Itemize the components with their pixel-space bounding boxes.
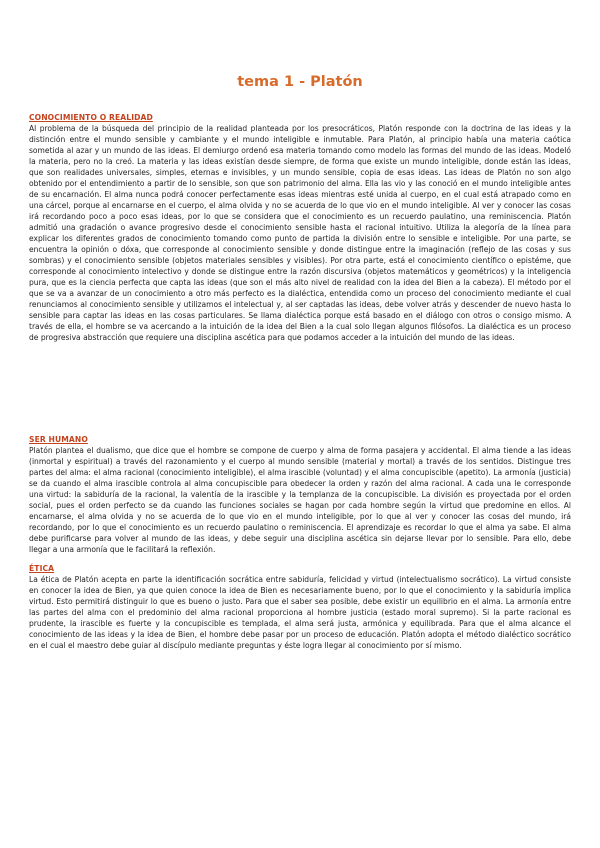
section-body: La ética de Platón acepta en parte la identificación socrática entre sabiduría, felicidad y virtud (intelectualismo socrático). La virtud consiste en conocer la idea de Bien, ya que quien conoce la idea de Bien es necesariamente bueno, por lo que el conocimiento y la sabiduría implica virtud. Esto permitirá distinguir lo que es bueno o justo. Para que el saber sea posible, debe existir un equilibrio en el alma. La armonía entre las partes del alma con el predominio del alma racional proporciona al hombre justicia (estado moral supremo). Si la parte racional es prudente, la irascible es fuerte y la concupiscible es templada, el alma será justa, armónica y equilibrada. Para que el alma alcance el conocimiento de las ideas y la idea de Bien, el hombre debe pasar por un proceso de educación. Platón adopta el método dialéctico socrático en el cual el maestro debe guiar al discípulo mediante preguntas y éste logra llegar al conocimiento por sí mismo.: [29, 575, 571, 650]
document-title: tema 1 - Platón: [237, 74, 363, 90]
section-conocimiento-o-realidad: [29, 112, 571, 343]
section-etica: [29, 563, 571, 651]
section-body: Platón plantea el dualismo, que dice que el hombre se compone de cuerpo y alma de forma pasajera y accidental. El alma tiende a las ideas (inmortal y espiritual) a través del razonamiento y el cuerpo al mundo sensible (material y mortal) a través de los sentidos. Distingue tres partes del alma: el alma racional (conocimiento inteligible), el alma irascible (voluntad) y el alma concupiscible (apetito). La armonía (justicia) se da cuando el alma irascible controla al alma concupiscible para obedecer la orden y razón del alma racional. A cada una le corresponde una virtud: la sabiduría de la racional, la valentía de la irascible y la templanza de la concupiscible. La división es proyectada por el orden social, pues el orden perfecto se da cuando las funciones sociales se hagan por cada hombre según la virtud que predomine en ellos. Al encarnarse, el alma olvida y no se acuerda de lo que vio en el mundo inteligible, por lo que al ver y conocer las cosas del mundo, irá recordando, por lo que el conocimiento es un recuerdo paulatino o reminiscencia. El aprendizaje es recordar lo que el alma ya sabe. El alma debe purificarse para volver al mundo de las ideas, y debe seguir una disciplina ascética sin dejarse llevar por lo sensible. Para ello, debe llegar a una armonía que le facilitará la reflexión.: [29, 446, 571, 554]
section-body: Al problema de la búsqueda del principio de la realidad planteada por los presocráticos, Platón responde con la doctrina de las ideas y la distinción entre el mundo sensible y cambiante y el mundo inteligible e inmutable. Para Platón, al principio había una materia caótica sometida al azar y un mundo de las ideas. El demiurgo ordenó esa materia tomando como modelo las formas del mundo de las ideas. Modeló la materia, pero no la creó. La materia y las ideas existían desde siempre, de forma que existe un mundo inteligible, donde están las ideas, que son realidades universales, simples, eternas e invisibles, y un mundo sensible, copia de esas ideas. Las ideas de Platón no son algo obtenido por el entendimiento a partir de lo sensible, son que son patrimonio del alma. Ella las vio y las conoció en el mundo inteligible antes de su encarnación. El alma nunca podrá conocer perfectamente esas ideas mientras esté unida al cuerpo, en el cual está atrapado como en una cárcel, porque al encarnarse en el cuerpo, el alma olvida y no se acuerda de lo que vio en el mundo inteligible. Al ver y conocer las cosas irá recordando poco a poco esas ideas, por lo que se considera que el conocimiento es un recuerdo paulatino, una reminiscencia. Platón admitió una gradación o avance progresivo desde el conocimiento sensible hasta el racional intuitivo. Utiliza la alegoría de la línea para explicar los diferentes grados de conocimiento tomando como punto de partida la división entre lo sensible e inteligible. Por una parte, se encuentra la opinión o dóxa, que corresponde al conocimiento sensible y donde distingue entre la imaginación (reflejo de las cosas y sus sombras) y el conocimiento sensible (objetos materiales sensibles y visibles). Por otra parte, está el conocimiento científico o epistéme, que corresponde al conocimiento intelectivo y donde se distingue entre la razón discursiva (objetos matemáticos y geométricos) y la inteligencia pura, que es la ciencia perfecta que capta las ideas (que son el más alto nivel de realidad con la idea del Bien a la cabeza). El método por el que se va a avanzar de un conocimiento a otro más perfecto es la dialéctica, entendida como un proceso del conocimiento mediante el cual renunciamos al conocimiento sensible y utilizamos el intelectual y, al ser captadas las ideas, debe volver atrás y descender de nuevo hasta lo sensible para captar las ideas en las cosas particulares. Se llama dialéctica porque está basado en el diálogo con otros o consigo mismo. A través de ella, el hombre se va acercando a la intuición de la idea del Bien a la cual solo llegan algunos filósofos. La dialéctica es un proceso de progresiva abstracción que requiere una disciplina ascética para que podamos acceder a la intuición del mundo de las ideas.: [29, 124, 571, 342]
section-ser-humano: [29, 434, 571, 555]
section-heading: CONOCIMIENTO O REALIDAD: [29, 113, 153, 122]
section-heading: SER HUMANO: [29, 435, 88, 444]
section-heading: ÉTICA: [29, 564, 55, 573]
